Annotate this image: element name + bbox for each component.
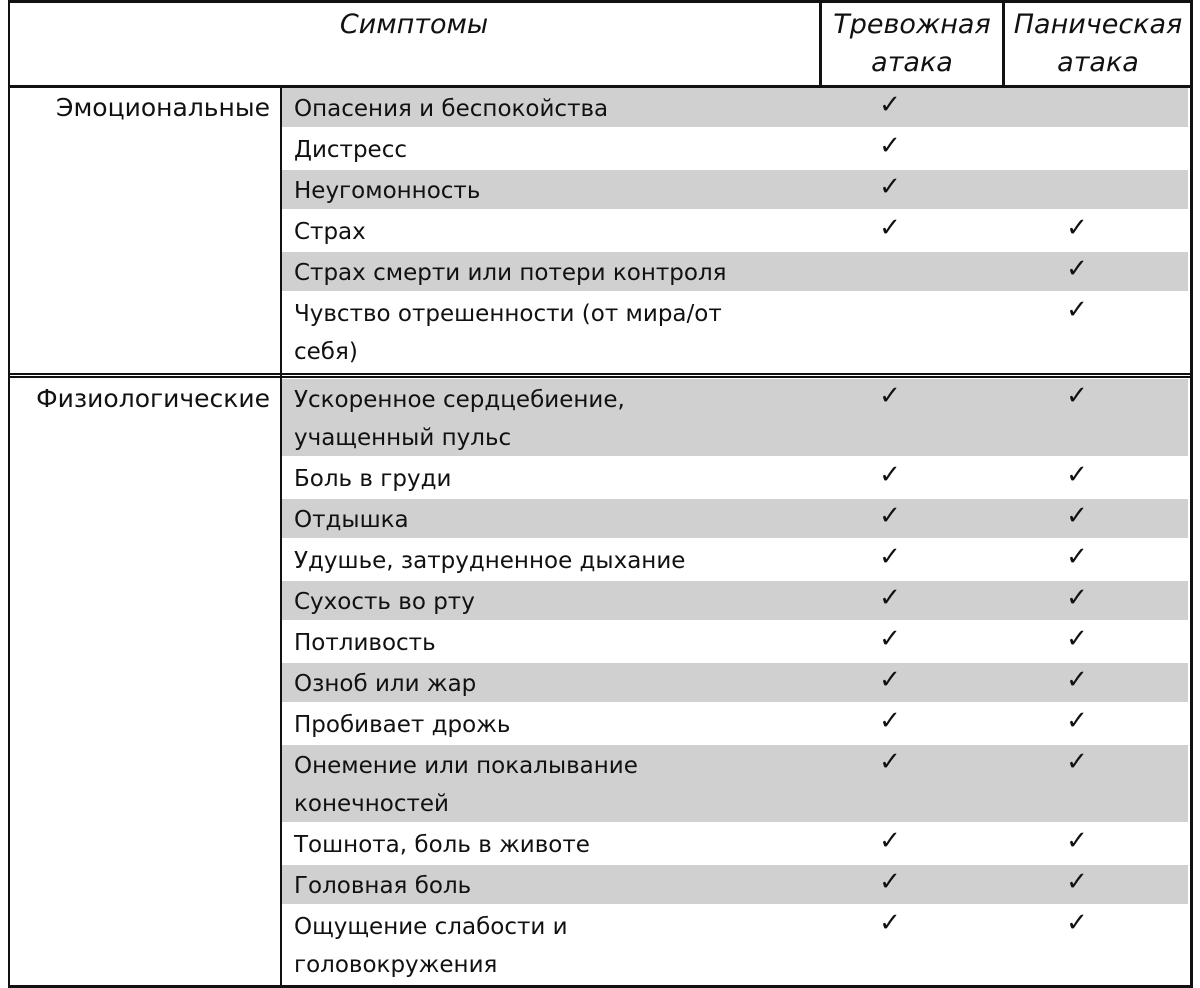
header-sep-1 bbox=[819, 0, 822, 88]
anxiety-check-icon: ✓ bbox=[879, 826, 901, 856]
header-panic-line-2: атака bbox=[1057, 47, 1139, 78]
symptom-cell bbox=[294, 295, 818, 372]
symptom-cell bbox=[294, 747, 818, 824]
symptom-cell bbox=[294, 706, 818, 745]
category-label: Физиологические bbox=[36, 384, 270, 413]
symptom-cell bbox=[294, 460, 818, 499]
anxiety-check-icon: ✓ bbox=[879, 131, 901, 161]
group-separator bbox=[8, 373, 1192, 375]
symptom-cell bbox=[294, 583, 818, 622]
symptom-cell bbox=[294, 665, 818, 704]
symptom-text-line: головокружения bbox=[294, 952, 498, 978]
header-anxiety-line-2: атака bbox=[871, 47, 953, 78]
panic-check-icon: ✓ bbox=[1066, 747, 1088, 777]
category-label: Эмоциональные bbox=[55, 93, 270, 122]
header-anxiety-attack bbox=[822, 6, 1002, 86]
symptom-text-line: Озноб или жар bbox=[294, 671, 477, 697]
category-separator bbox=[280, 88, 282, 985]
symptom-text-line: Сухость во рту bbox=[294, 589, 475, 615]
symptom-cell bbox=[294, 254, 818, 293]
panic-check-icon: ✓ bbox=[1066, 867, 1088, 897]
anxiety-check-icon: ✓ bbox=[879, 90, 901, 120]
symptom-cell bbox=[294, 867, 818, 906]
panic-check-icon: ✓ bbox=[1066, 624, 1088, 654]
panic-check-icon: ✓ bbox=[1066, 542, 1088, 572]
table-border-left bbox=[8, 0, 10, 988]
table-border-top bbox=[8, 0, 1192, 3]
anxiety-check-icon: ✓ bbox=[879, 706, 901, 736]
symptom-text-line: Неугомонность bbox=[294, 178, 481, 204]
symptom-text-line: Ускоренное сердцебиение, bbox=[294, 387, 625, 413]
anxiety-check-icon: ✓ bbox=[879, 213, 901, 243]
symptom-cell bbox=[294, 542, 818, 581]
panic-check-icon: ✓ bbox=[1066, 381, 1088, 411]
panic-check-icon: ✓ bbox=[1066, 908, 1088, 938]
symptom-text-line: Пробивает дрожь bbox=[294, 712, 511, 738]
anxiety-check-icon: ✓ bbox=[879, 583, 901, 613]
panic-check-icon: ✓ bbox=[1066, 826, 1088, 856]
symptom-cell bbox=[294, 501, 818, 540]
symptom-text-line: Головная боль bbox=[294, 873, 472, 899]
group-separator bbox=[8, 376, 1192, 378]
symptom-text-line: Тошнота, боль в животе bbox=[294, 832, 590, 858]
header-panic-attack bbox=[1005, 6, 1191, 86]
panic-check-icon: ✓ bbox=[1066, 665, 1088, 695]
symptom-cell bbox=[294, 131, 818, 170]
symptom-text-line: учащенный пульс bbox=[294, 425, 512, 451]
symptom-text-line: Боль в груди bbox=[294, 466, 452, 492]
symptom-text-line: Страх смерти или потери контроля bbox=[294, 260, 727, 286]
header-anxiety-line-1: Тревожная bbox=[833, 9, 991, 40]
panic-check-icon: ✓ bbox=[1066, 583, 1088, 613]
symptom-text-line: Онемение или покалывание bbox=[294, 753, 638, 779]
panic-check-icon: ✓ bbox=[1066, 706, 1088, 736]
header-border-bottom bbox=[8, 85, 1192, 88]
symptom-text-line: себя) bbox=[294, 339, 358, 365]
symptom-text-line: Дистресс bbox=[294, 137, 408, 163]
anxiety-check-icon: ✓ bbox=[879, 665, 901, 695]
symptom-cell bbox=[294, 826, 818, 865]
header-symptoms: Симптомы bbox=[339, 9, 489, 40]
panic-check-icon: ✓ bbox=[1066, 254, 1088, 284]
symptom-cell bbox=[294, 624, 818, 663]
anxiety-check-icon: ✓ bbox=[879, 542, 901, 572]
symptom-cell bbox=[294, 172, 818, 211]
symptom-text-line: конечностей bbox=[294, 791, 449, 817]
panic-check-icon: ✓ bbox=[1066, 501, 1088, 531]
symptom-text-line: Опасения и беспокойства bbox=[294, 96, 609, 122]
symptom-text-line: Потливость bbox=[294, 630, 436, 656]
symptom-cell bbox=[294, 90, 818, 129]
symptom-text-line: Удушье, затрудненное дыхание bbox=[294, 548, 686, 574]
header-panic-line-1: Паническая bbox=[1013, 9, 1183, 40]
panic-check-icon: ✓ bbox=[1066, 213, 1088, 243]
panic-check-icon: ✓ bbox=[1066, 295, 1088, 325]
anxiety-check-icon: ✓ bbox=[879, 381, 901, 411]
anxiety-check-icon: ✓ bbox=[879, 172, 901, 202]
anxiety-check-icon: ✓ bbox=[879, 460, 901, 490]
anxiety-check-icon: ✓ bbox=[879, 867, 901, 897]
symptom-text-line: Чувство отрешенности (от мира/от bbox=[294, 301, 722, 327]
table-border-right bbox=[1190, 0, 1193, 988]
symptom-cell bbox=[294, 381, 818, 458]
symptom-text-line: Ощущение слабости и bbox=[294, 914, 568, 940]
symptom-cell bbox=[294, 213, 818, 252]
symptom-text-line: Отдышка bbox=[294, 507, 409, 533]
header-sep-2 bbox=[1002, 0, 1005, 88]
symptom-cell bbox=[294, 908, 818, 985]
anxiety-check-icon: ✓ bbox=[879, 747, 901, 777]
panic-check-icon: ✓ bbox=[1066, 460, 1088, 490]
symptom-text-line: Страх bbox=[294, 219, 366, 245]
anxiety-check-icon: ✓ bbox=[879, 624, 901, 654]
anxiety-check-icon: ✓ bbox=[879, 908, 901, 938]
anxiety-check-icon: ✓ bbox=[879, 501, 901, 531]
